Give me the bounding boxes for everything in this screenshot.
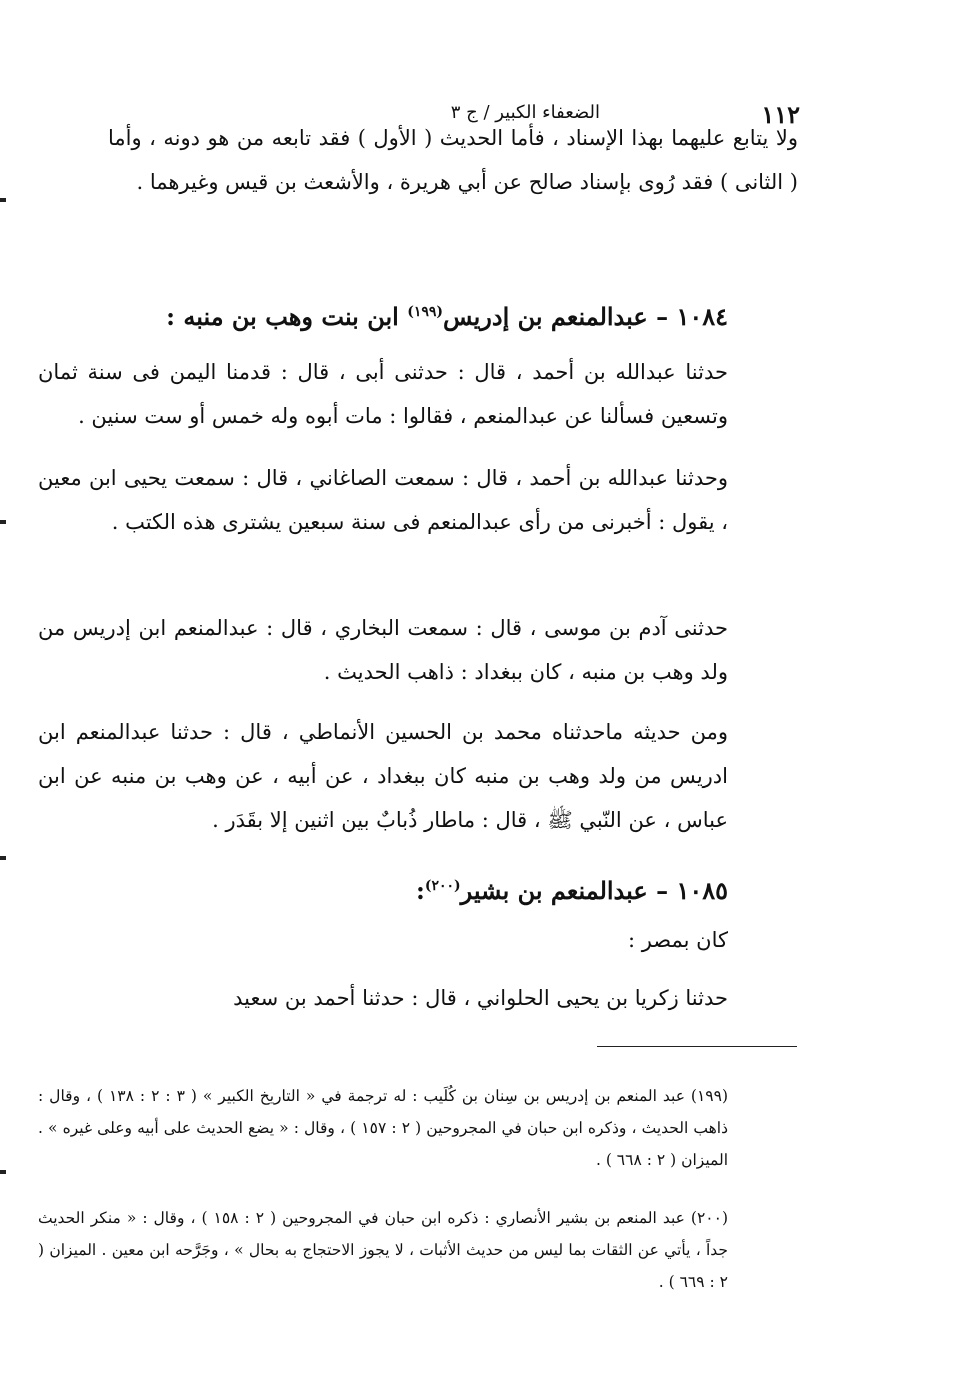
paragraph-2: وحدثنا عبدالله بن أحمد ، قال : سمعت الصاغاني ، قال : سمعت يحيى ابن معين ، يقول : أخبرنى من رأى عبدالمنعم فى سنة سبعين يشترى هذه الكتب . bbox=[38, 466, 728, 534]
paragraph-1: حدثنا عبدالله بن أحمد ، قال : حدثنى أبى ، قال : قدمنا اليمن فى سنة ثمان وتسعين فسألنا عن عبدالمنعم ، فقالوا : مات أبوه وله خمس أو ست سنين . bbox=[38, 360, 728, 428]
intro-paragraph: ولا يتابع عليهما بهذا الإسناد ، فأما الحديث ( الأول ) فقد تابعه من هو دونه ، وأما ( الثانى ) فقد رُوى بإسناد صالح عن أبي هريرة ، والأشعث بن قيس وغيرهما . bbox=[108, 126, 798, 194]
entry-heading-1085: ١٠٨٥ – عبدالمنعم بن بشير$^{(٢٠٠)}$: bbox=[416, 876, 728, 905]
margin-mark bbox=[0, 856, 6, 860]
margin-mark bbox=[0, 1170, 6, 1174]
paragraph-3: حدثنى آدم بن موسى ، قال : سمعت البخاري ، قال : عبدالمنعم ابن إدريس من ولد وهب بن منبه ، كان ببغداد : ذاهب الحديث . bbox=[38, 616, 728, 684]
entry-name-continued: ابن بنت وهب بن منبه : bbox=[166, 302, 399, 331]
page-number: ١١٢ bbox=[761, 100, 800, 129]
paragraph-6: حدثنا زكريا بن يحيى الحلواني ، قال : حدثنا أحمد بن سعيد bbox=[233, 986, 728, 1010]
entry-name-continued: : bbox=[416, 876, 425, 905]
running-title: الضعفاء الكبير / ج ٣ bbox=[450, 102, 600, 123]
footnote-ref: (١٩٩) bbox=[407, 304, 444, 320]
entry-name: عبدالمنعم بن بشير bbox=[460, 876, 648, 905]
footnote-ref: (٢٠٠) bbox=[424, 878, 461, 894]
footnote-199: (١٩٩) عبد المنعم بن إدريس بن سِنان بن كُلَيب : له ترجمة في « التاريخ الكبير » ( ٣ : ٢ : ١٣٨ ) ، وقال : ذاهب الحديث ، وذكره ابن حبان في المجروحين ( ٢ : ١٥٧ ) ، وقال : « يضع الحديث على أبيه وعلى غيره » . الميزان ( ٢ : ٦٦٨ ) . bbox=[38, 1087, 729, 1169]
entry-name: عبدالمنعم بن إدريس bbox=[443, 302, 648, 331]
paragraph-5: كان بمصر : bbox=[627, 928, 728, 952]
footnote-200: (٢٠٠) عبد المنعم بن بشير الأنصاري : ذكره ابن حبان في المجروحين ( ٢ : ١٥٨ ) ، وقال : « منكر الحديث جداً ، يأتي عن الثقات بما ليس من حديث الأثبات ، لا يجوز الاحتجاج به بحال » ، وجَرَّحه ابن معين . الميزان ( ٢ : ٦٦٩ ) . bbox=[38, 1209, 728, 1291]
entry-number: ١٠٨٥ bbox=[676, 876, 728, 905]
margin-mark bbox=[0, 198, 6, 202]
margin-mark bbox=[0, 520, 6, 524]
entry-heading-1084: ١٠٨٤ – عبدالمنعم بن إدريس$^{(١٩٩)}$ ابن بنت وهب بن منبه : bbox=[166, 302, 728, 331]
paragraph-4: ومن حديثه ماحدثناه محمد بن الحسين الأنماطي ، قال : حدثنا عبدالمنعم ابن ادريس من ولد وهب بن منبه كان ببغداد ، عن أبيه ، عن وهب بن منبه عن ابن عباس ، عن النّبي ﷺ ، قال : ماطار ذُبابٌ بين اثنين إلا بقَدَر . bbox=[38, 720, 728, 832]
footnote-separator bbox=[597, 1046, 797, 1047]
entry-number: ١٠٨٤ bbox=[676, 302, 728, 331]
